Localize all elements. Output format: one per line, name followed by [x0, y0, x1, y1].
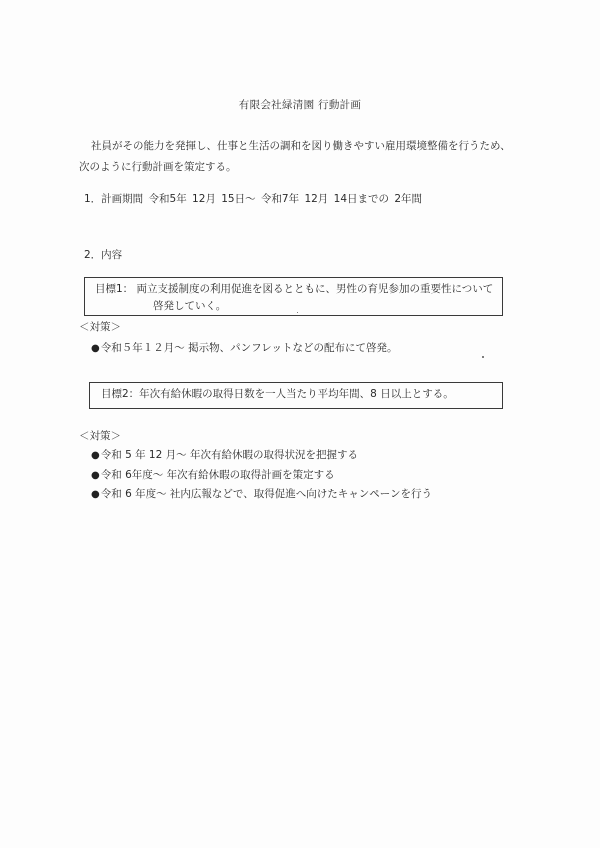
measures-1-list — [91, 339, 398, 359]
bullet-icon: ● — [91, 343, 100, 354]
measure-text: 令和 6 年度～ 社内広報などで、取得促進へ向けたキャンペーンを行う — [100, 488, 433, 500]
intro-line-2: 次のように行動計画を策定する。 — [79, 161, 237, 173]
goal-2-text: 目標2：年次有給休暇の取得日数を一人当たり平均年間、8 日以上とする。 — [101, 388, 454, 400]
measure-text: 令和 6年度～ 年次有給休暇の取得計画を策定する — [100, 468, 335, 481]
section-heading-contents: 2．内容 — [84, 249, 123, 261]
list-item — [91, 485, 432, 505]
scan-speck — [482, 356, 484, 358]
measures-1-label: ＜対策＞ — [79, 321, 121, 333]
measure-text: 令和５年１２月～ 掲示物、パンフレットなどの配布にて啓発。 — [100, 342, 398, 354]
measure-text: 令和 5 年 12 月～ 年次有給休暇の取得状況を把握する — [100, 449, 358, 461]
list-item — [91, 339, 398, 359]
list-item — [91, 446, 432, 466]
measures-2-label: ＜対策＞ — [79, 430, 121, 442]
bullet-icon: ● — [91, 489, 100, 500]
list-item — [91, 466, 432, 486]
scan-speck — [297, 312, 298, 313]
goal-1-line-2: 啓発していく。 — [153, 300, 227, 312]
intro-line-1: 社員がその能力を発揮し、仕事と生活の調和を図り働きやすい雇用環境整備を行うため、 — [91, 140, 511, 152]
goal-2-box — [89, 382, 503, 409]
intro-paragraph — [79, 136, 539, 178]
goal-1-box — [84, 277, 503, 316]
bullet-icon: ● — [91, 450, 100, 461]
bullet-icon: ● — [91, 469, 100, 481]
measures-2-list — [91, 446, 432, 505]
document-title: 有限会社緑清園 行動計画 — [238, 99, 362, 111]
plan-period: 1．計画期間 令和5年 12月 15日～ 令和7年 12月 14日までの 2年間 — [84, 193, 423, 205]
goal-1-line-1: 目標1： 両立支援制度の利用促進を図るとともに、男性の育児参加の重要性について — [95, 283, 494, 295]
